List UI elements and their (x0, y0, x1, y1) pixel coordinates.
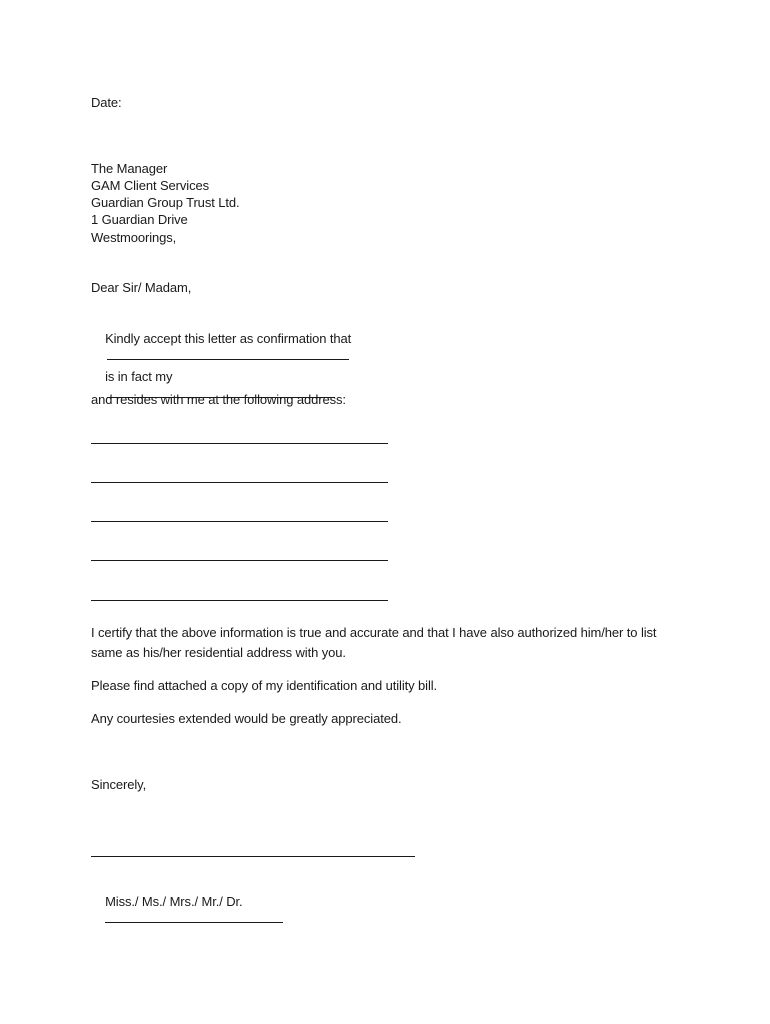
relation-line (91, 351, 335, 419)
title-line (91, 876, 283, 944)
salutation: Dear Sir/ Madam, (91, 280, 192, 295)
recipient-line-1: The Manager (91, 161, 168, 176)
signature-field[interactable] (91, 856, 415, 857)
attached-paragraph: Please find attached a copy of my identification and utility bill. (91, 678, 438, 693)
relation-text: is in fact my (105, 369, 173, 384)
closing: Sincerely, (91, 777, 147, 792)
recipient-line-2: GAM Client Services (91, 178, 210, 193)
recipient-line-4: 1 Guardian Drive (91, 212, 188, 227)
recipient-line-3: Guardian Group Trust Ltd. (91, 195, 240, 210)
address-intro: and resides with me at the following address: (91, 392, 346, 407)
address-line-1-field[interactable] (91, 443, 388, 444)
printed-name-field[interactable] (105, 911, 283, 923)
confirmation-text: Kindly accept this letter as confirmation that (105, 331, 352, 346)
address-line-4-field[interactable] (91, 560, 388, 561)
date-label: Date: (91, 95, 122, 110)
title-prefix: Miss./ Ms./ Mrs./ Mr./ Dr. (105, 894, 243, 909)
recipient-line-5: Westmoorings, (91, 230, 177, 245)
address-line-5-field[interactable] (91, 600, 388, 601)
courtesies-paragraph: Any courtesies extended would be greatly appreciated. (91, 711, 402, 726)
address-line-3-field[interactable] (91, 521, 388, 522)
address-line-2-field[interactable] (91, 482, 388, 483)
certify-paragraph: I certify that the above information is true and accurate and that I have also authorized him/her to list same as his/her residential address with you. (91, 625, 657, 660)
